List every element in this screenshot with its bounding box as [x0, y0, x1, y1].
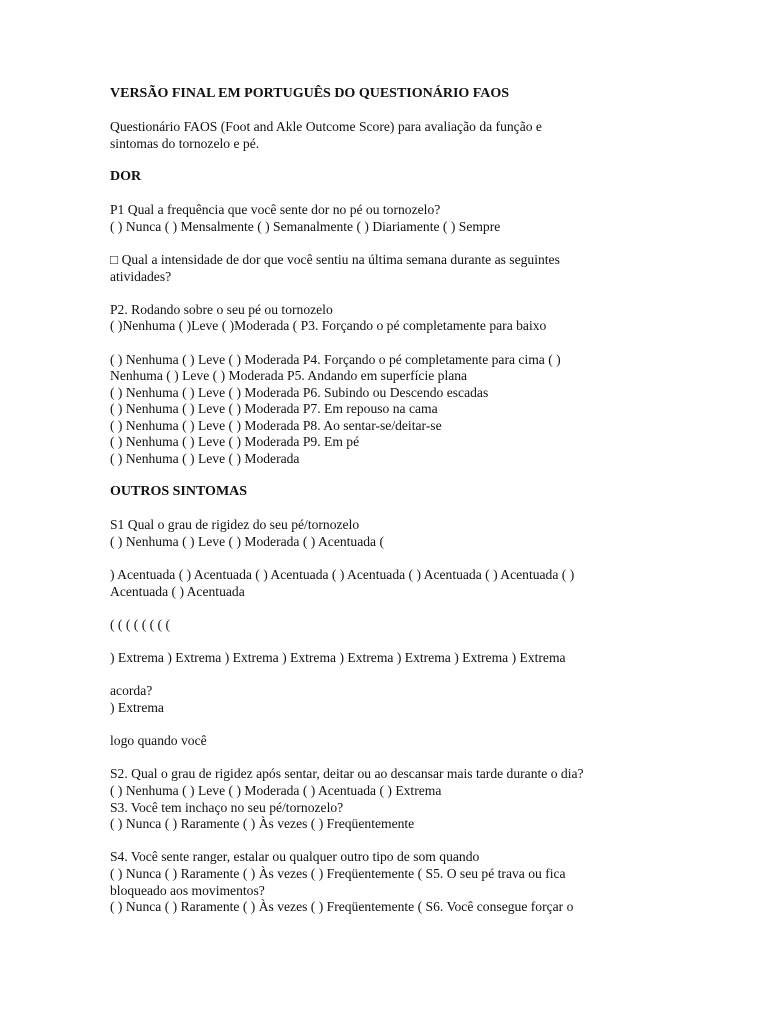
answer-options-p1: ( ) Nunca ( ) Mensalmente ( ) Semanalmente ( ) Diariamente ( ) Sempre — [110, 218, 501, 234]
missing-glyph-icon: □ — [110, 251, 119, 267]
section-heading-dor: DOR — [110, 168, 142, 184]
question-s4: S4. Você sente ranger, estalar ou qualquer outro tipo de som quando — [110, 849, 480, 865]
document-page — [110, 86, 670, 916]
intensity-prompt-line-1 — [110, 252, 670, 269]
pain-block-line-2: Nenhuma ( ) Leve ( ) Moderada P5. Andando em superfície plana — [110, 368, 468, 384]
answer-options-s5: ( ) Nunca ( ) Raramente ( ) Às vezes ( ) Freqüentemente ( S6. Você consegue forçar o — [110, 899, 574, 915]
answer-options-s2: ( ) Nenhuma ( ) Leve ( ) Moderada ( ) Acentuada ( ) Extrema — [110, 782, 442, 798]
question-p1: P1 Qual a frequência que você sente dor no pé ou tornozelo? — [110, 202, 441, 218]
intro-line-2: sintomas do tornozelo e pé. — [110, 135, 260, 151]
acorda-line-2: ) Extrema — [110, 699, 164, 715]
answer-options-s4: ( ) Nunca ( ) Raramente ( ) Às vezes ( ) Freqüentemente ( S5. O seu pé trava ou fica — [110, 865, 566, 881]
answer-options-s1: ( ) Nenhuma ( ) Leve ( ) Moderada ( ) Acentuada ( — [110, 534, 385, 550]
question-s1: S1 Qual o grau de rigidez do seu pé/tornozelo — [110, 517, 360, 533]
intensity-prompt-text: Qual a intensidade de dor que você sentiu na última semana durante as seguintes — [118, 251, 560, 267]
question-s5-continued: bloqueado aos movimentos? — [110, 882, 265, 898]
pain-block-line-6: ( ) Nenhuma ( ) Leve ( ) Moderada P9. Em pé — [110, 434, 360, 450]
pain-block-line-1: ( ) Nenhuma ( ) Leve ( ) Moderada P4. Forçando o pé completamente para cima ( ) — [110, 351, 561, 367]
acorda-line-1: acorda? — [110, 683, 153, 699]
acentuada-line-1: ) Acentuada ( ) Acentuada ( ) Acentuada ( ) Acentuada ( ) Acentuada ( ) Acentuada ( ) — [110, 567, 575, 583]
question-p2: P2. Rodando sobre o seu pé ou tornozelo — [110, 301, 333, 317]
logo-quando-line: logo quando você — [110, 733, 207, 749]
pain-block-line-3: ( ) Nenhuma ( ) Leve ( ) Moderada P6. Subindo ou Descendo escadas — [110, 384, 489, 400]
extrema-line: ) Extrema ) Extrema ) Extrema ) Extrema ) Extrema ) Extrema ) Extrema ) Extrema — [110, 650, 566, 666]
intensity-prompt-line-2: atividades? — [110, 268, 172, 284]
intro-line-1: Questionário FAOS (Foot and Akle Outcome Score) para avaliação da função e — [110, 119, 542, 135]
question-s2: S2. Qual o grau de rigidez após sentar, deitar ou ao descansar mais tarde durante o dia? — [110, 766, 584, 782]
answer-options-p2: ( )Nenhuma ( )Leve ( )Moderada ( P3. Forçando o pé completamente para baixo — [110, 318, 547, 334]
answer-options-s3: ( ) Nunca ( ) Raramente ( ) Às vezes ( ) Freqüentemente — [110, 816, 415, 832]
section-heading-outros-sintomas: OUTROS SINTOMAS — [110, 484, 248, 500]
question-s3: S3. Você tem inchaço no seu pé/tornozelo? — [110, 799, 344, 815]
pain-block-line-5: ( ) Nenhuma ( ) Leve ( ) Moderada P8. Ao sentar-se/deitar-se — [110, 417, 442, 433]
pain-block-line-7: ( ) Nenhuma ( ) Leve ( ) Moderada — [110, 451, 300, 467]
pain-block-line-4: ( ) Nenhuma ( ) Leve ( ) Moderada P7. Em repouso na cama — [110, 401, 438, 417]
document-title: VERSÃO FINAL EM PORTUGUÊS DO QUESTIONÁRIO FAOS — [110, 86, 510, 101]
parens-line: ( ( ( ( ( ( ( ( — [110, 617, 171, 632]
acentuada-line-2: Acentuada ( ) Acentuada — [110, 583, 245, 599]
